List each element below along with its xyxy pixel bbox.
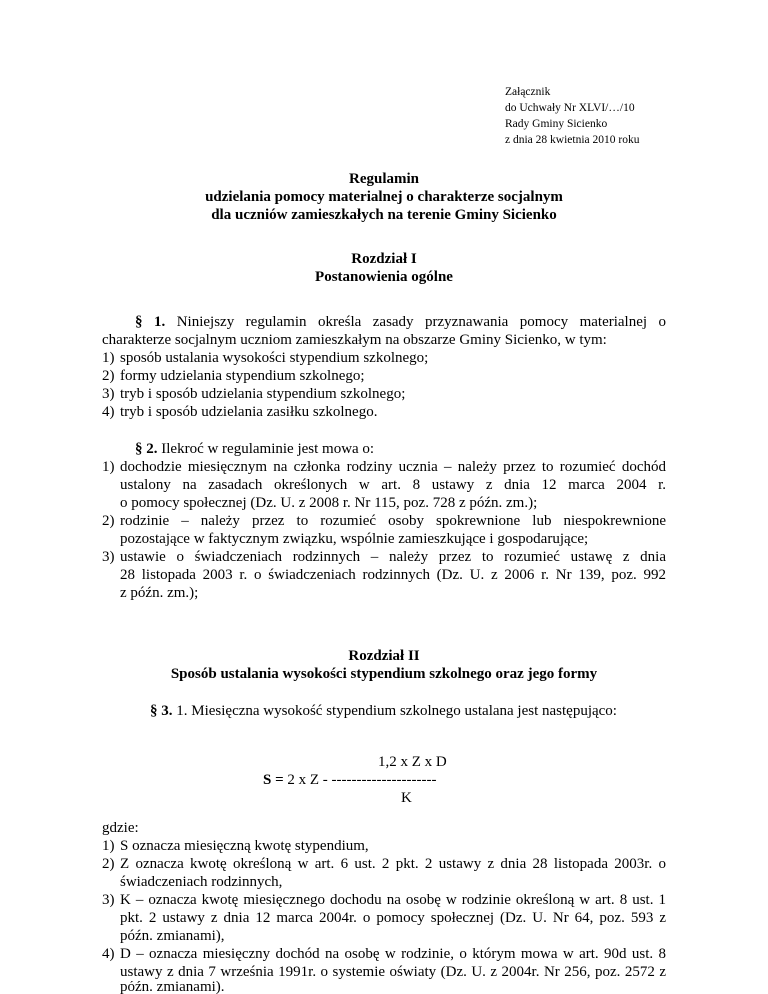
annex-line: Rady Gminy Sicienko bbox=[505, 118, 608, 130]
where-label: gdzie: bbox=[102, 820, 139, 836]
annex-line: do Uchwały Nr XLVI/…/10 bbox=[505, 102, 635, 114]
list-number: 3) bbox=[102, 386, 115, 402]
annex-line: z dnia 28 kwietnia 2010 roku bbox=[505, 134, 640, 146]
list-item-line: z późn. zm.); bbox=[120, 585, 199, 601]
list-item-line: późn. zmianami), bbox=[120, 928, 225, 944]
list-item-line: świadczeniach rodzinnych, bbox=[120, 874, 283, 890]
list-item-line: rodzinie – należy przez to rozumieć osoby spokrewnione lub niespokrewnione bbox=[120, 513, 666, 529]
annex-note bbox=[505, 84, 639, 148]
chapter-heading: Rozdział I bbox=[351, 251, 417, 267]
list-number: 1) bbox=[102, 838, 115, 854]
paragraph-2-intro bbox=[135, 440, 374, 458]
list-number: 4) bbox=[102, 404, 115, 420]
paragraph-3-intro bbox=[150, 702, 617, 720]
list-item-line: późn. zmianami). bbox=[120, 981, 225, 994]
list-number: 4) bbox=[102, 946, 115, 962]
formula-lhs: S = bbox=[263, 772, 284, 788]
list-number: 1) bbox=[102, 459, 115, 475]
list-item-line: ustawie o świadczeniach rodzinnych – należy przez to rozumieć ustawę z dnia bbox=[120, 549, 666, 565]
formula-main-line bbox=[263, 771, 436, 789]
document-title: Regulamin bbox=[348, 171, 419, 187]
paragraph-mark: § 1. bbox=[135, 314, 166, 330]
list-number: 1) bbox=[102, 350, 115, 366]
paragraph-text: 1. Miesięczna wysokość stypendium szkolnego ustalana jest następująco: bbox=[176, 703, 617, 719]
paragraph-text: Ilekroć w regulaminie jest mowa o: bbox=[161, 441, 375, 457]
formula-numerator: 1,2 x Z x D bbox=[378, 754, 447, 770]
annex-line: Załącznik bbox=[505, 86, 551, 98]
paragraph-1-line: charakterze socjalnym uczniom zamieszkałym na obszarze Gminy Sicienko, w tym: bbox=[102, 332, 607, 348]
formula-rhs: 2 x Z - --------------------- bbox=[287, 772, 437, 788]
list-item-line: K – oznacza kwotę miesięcznego dochodu na osobę w rodzinie określoną w art. 8 ust. 1 bbox=[120, 892, 666, 908]
chapter-heading: Rozdział II bbox=[348, 648, 420, 664]
paragraph-text: Niniejszy regulamin określa zasady przyznawania pomocy materialnej o bbox=[176, 314, 666, 330]
list-number: 2) bbox=[102, 513, 115, 529]
paragraph-mark: § 2. bbox=[135, 441, 158, 457]
chapter-subheading: Sposób ustalania wysokości stypendium szkolnego oraz jego formy bbox=[170, 666, 598, 682]
list-item-line: o pomocy społecznej (Dz. U. z 2008 r. Nr 115, poz. 728 z późn. zm.); bbox=[120, 495, 538, 511]
list-item: S oznacza miesięczną kwotę stypendium, bbox=[120, 838, 369, 854]
chapter-subheading: Postanowienia ogólne bbox=[315, 269, 453, 285]
list-number: 3) bbox=[102, 892, 115, 908]
list-item: tryb i sposób udzielania zasiłku szkolnego. bbox=[120, 404, 378, 420]
list-item-line: ustawy z dnia 7 września 1991r. o systemie oświaty (Dz. U. z 2004r. Nr 256, poz. 2572 z bbox=[120, 964, 666, 980]
list-item-line: Z oznacza kwotę określoną w art. 6 ust. 2 pkt. 2 ustawy z dnia 28 listopada 2003r. o bbox=[120, 856, 666, 872]
formula-denominator: K bbox=[401, 790, 412, 806]
list-item-line: 28 listopada 2003 r. o świadczeniach rodzinnych (Dz. U. z 2006 r. Nr 139, poz. 992 bbox=[120, 567, 666, 583]
list-number: 3) bbox=[102, 549, 115, 565]
document-title-line: udzielania pomocy materialnej o charakterze socjalnym bbox=[205, 189, 563, 205]
list-number: 2) bbox=[102, 368, 115, 384]
list-item: sposób ustalania wysokości stypendium szkolnego; bbox=[120, 350, 429, 366]
list-item-line: ustalony na zasadach określonych w art. 8 ustawy z dnia 12 marca 2004 r. bbox=[120, 477, 666, 493]
list-item: tryb i sposób udzielania stypendium szkolnego; bbox=[120, 386, 406, 402]
list-item-line: pozostające w faktycznym związku, wspólnie zamieszkujące i gospodarujące; bbox=[120, 531, 589, 547]
list-item-line: D – oznacza miesięczny dochód na osobę w rodzinie, o którym mowa w art. 90d ust. 8 bbox=[120, 946, 666, 962]
paragraph-1-first-line bbox=[135, 313, 666, 331]
list-number: 2) bbox=[102, 856, 115, 872]
document-title-line: dla uczniów zamieszkałych na terenie Gminy Sicienko bbox=[211, 207, 557, 223]
list-item-line: dochodzie miesięcznym na członka rodziny ucznia – należy przez to rozumieć dochód bbox=[120, 459, 666, 475]
list-item: formy udzielania stypendium szkolnego; bbox=[120, 368, 365, 384]
paragraph-mark: § 3. bbox=[150, 703, 173, 719]
list-item-line: pkt. 2 ustawy z dnia 12 marca 2004r. o pomocy społecznej (Dz. U. Nr 64, poz. 593 z bbox=[120, 910, 666, 926]
